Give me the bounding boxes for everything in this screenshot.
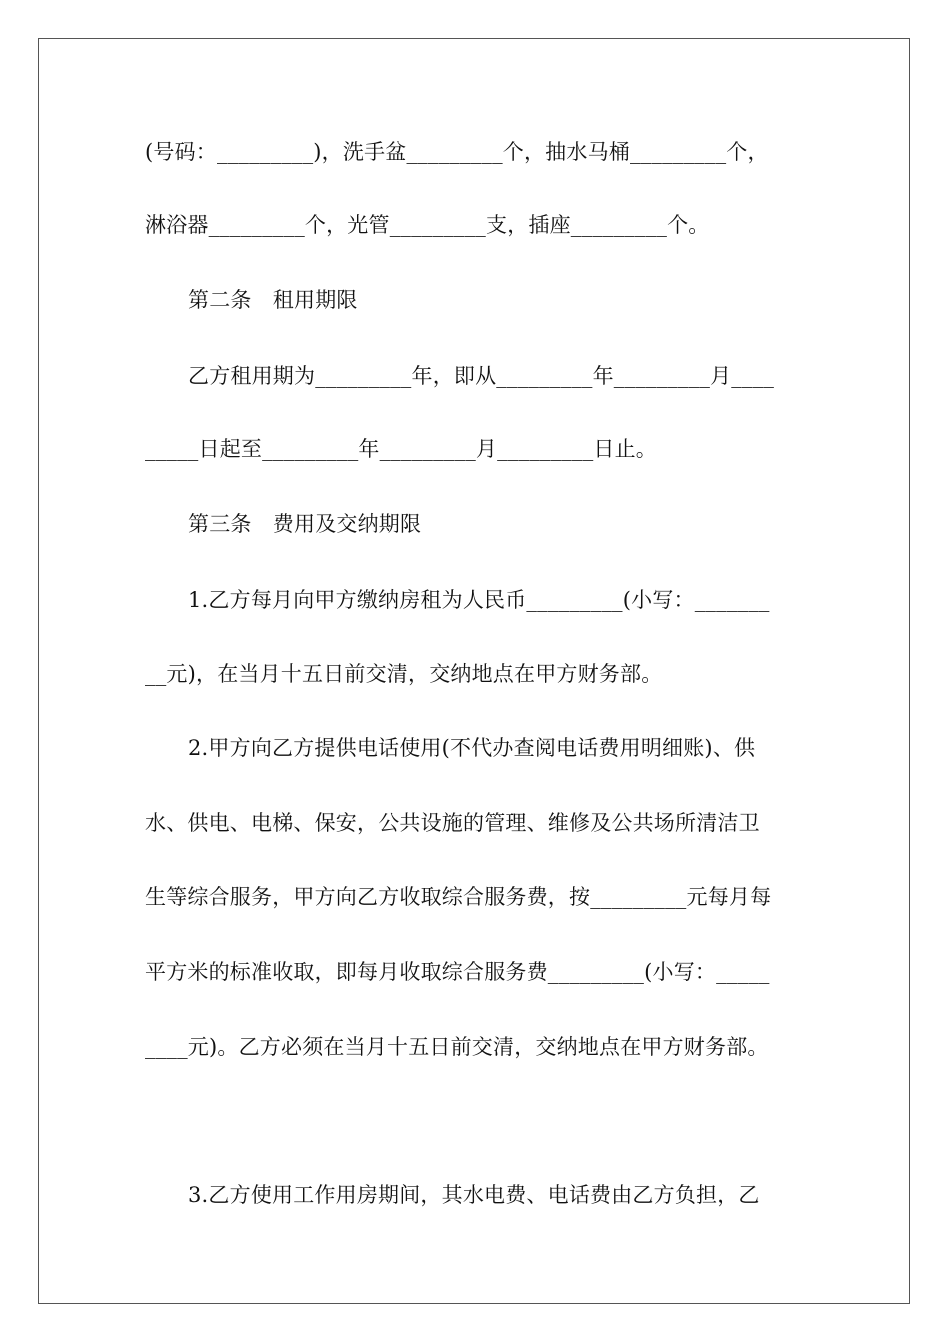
text-line-term-1: 乙方租用期为_________年，即从_________年_________月____ bbox=[188, 364, 775, 388]
text-line-rent-2: __元)，在当月十五日前交清，交纳地点在甲方财务部。 bbox=[145, 662, 663, 686]
article-3-heading: 第三条 费用及交纳期限 bbox=[188, 512, 422, 536]
text-line-utilities-1: 3.乙方使用工作用房期间，其水电费、电话费由乙方负担，乙 bbox=[188, 1183, 760, 1207]
text-line-service-2: 水、供电、电梯、保安，公共设施的管理、维修及公共场所清洁卫 bbox=[145, 811, 760, 835]
article-2-heading: 第二条 租用期限 bbox=[188, 288, 358, 312]
text-line-service-1: 2.甲方向乙方提供电话使用(不代办查阅电话费用明细账)、供 bbox=[188, 736, 756, 760]
text-line-service-3: 生等综合服务，甲方向乙方收取综合服务费，按_________元每月每 bbox=[145, 885, 772, 909]
text-line-rent-1: 1.乙方每月向甲方缴纳房租为人民币_________(小写：_______ bbox=[188, 588, 770, 612]
text-line-term-2: _____日起至_________年_________月_________日止。 bbox=[145, 437, 657, 461]
text-line-fixtures-2: 淋浴器_________个，光管_________支，插座_________个。 bbox=[145, 213, 710, 237]
text-line-service-5: ____元)。乙方必须在当月十五日前交清，交纳地点在甲方财务部。 bbox=[145, 1035, 769, 1059]
text-line-service-4: 平方米的标准收取，即每月收取综合服务费_________(小写：_____ bbox=[145, 960, 770, 984]
text-line-fixtures-1: (号码：_________)，洗手盆_________个，抽水马桶_________个， bbox=[145, 140, 769, 164]
